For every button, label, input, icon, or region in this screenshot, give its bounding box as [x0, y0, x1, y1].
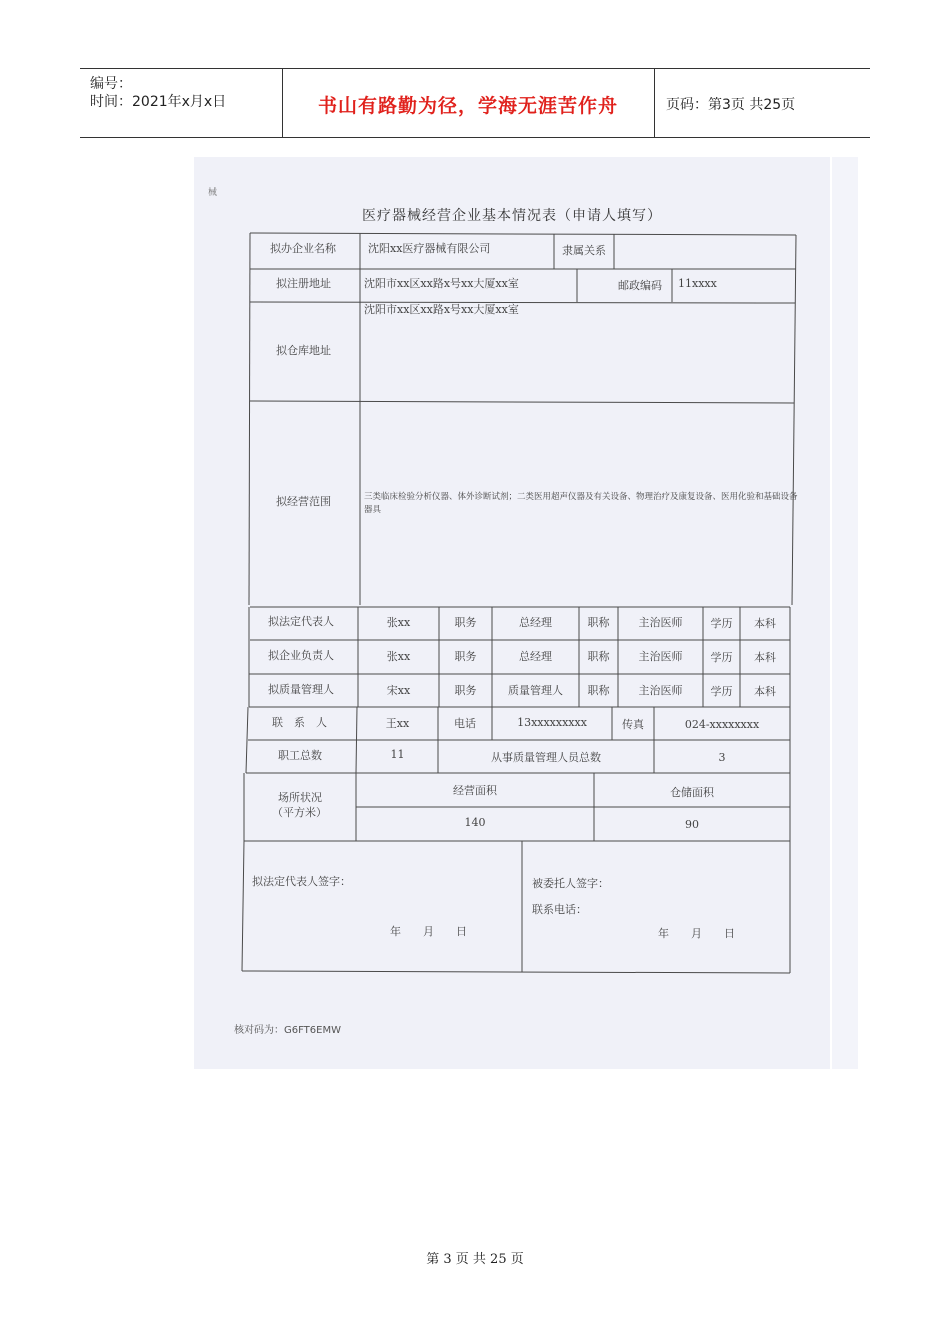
reg-address-value: 沈阳市xx区xx路x号xx大厦xx室 [364, 277, 519, 290]
company-name-label: 拟办企业名称 [270, 242, 336, 255]
reg-address-label: 拟注册地址 [276, 277, 331, 290]
doc-number-label: 编号： [90, 76, 132, 92]
quality-mgr-title: 主治医师 [638, 684, 683, 697]
scan-edge [832, 157, 858, 1069]
premises-unit-label: （平方米） [272, 806, 327, 819]
fax-value: 024-xxxxxxxx [684, 718, 760, 731]
manager-edu-label: 学历 [710, 651, 733, 664]
storage-area-value: 90 [685, 818, 699, 831]
manager-position: 总经理 [519, 650, 552, 663]
qm-staff-label: 从事质量管理人员总数 [491, 751, 601, 764]
manager-position-label: 职务 [454, 650, 477, 663]
phone-label: 电话 [454, 717, 476, 730]
manager-role: 拟企业负责人 [268, 649, 334, 662]
legal-rep-edu-label: 学历 [710, 617, 733, 630]
fax-label: 传真 [622, 718, 644, 731]
legal-rep-sign-date: 年 月 日 [390, 925, 467, 938]
quality-mgr-title-label: 职称 [587, 684, 610, 697]
scanned-form [194, 157, 830, 1069]
postcode-value: 11xxxx [678, 277, 717, 290]
agent-phone-label: 联系电话： [532, 903, 587, 916]
storage-area-label: 仓储面积 [670, 786, 714, 799]
phone-value: 13xxxxxxxxx [517, 716, 587, 729]
legal-rep-title: 主治医师 [638, 616, 683, 629]
manager-title-label: 职称 [587, 650, 610, 663]
manager-name: 张xx [386, 650, 411, 663]
header-page-number: 页码：第3页 共25页 [666, 97, 796, 113]
header-page-cell [654, 69, 870, 137]
header-motto: 书山有路勤为径，学海无涯苦作舟 [317, 95, 618, 117]
legal-rep-position: 总经理 [519, 616, 552, 629]
header-motto-cell [282, 69, 655, 137]
quality-mgr-edu-label: 学历 [710, 685, 733, 698]
quality-mgr-position-label: 职务 [454, 684, 477, 697]
agent-signature-label: 被委托人签字： [532, 877, 609, 890]
legal-rep-title-label: 职称 [587, 616, 610, 629]
staff-total-value: 11 [390, 748, 405, 761]
premises-label: 场所状况 [278, 791, 322, 804]
doc-time-label: 时间：2021年x月x日 [90, 94, 227, 110]
company-name-value: 沈阳xx医疗器械有限公司 [368, 242, 491, 255]
quality-mgr-position: 质量管理人 [508, 684, 563, 697]
check-code: 核对码为：G6FT6EMW [234, 1025, 341, 1036]
postcode-label: 邮政编码 [618, 279, 662, 292]
affiliation-label: 隶属关系 [562, 244, 606, 257]
legal-rep-name: 张xx [386, 616, 411, 629]
legal-rep-position-label: 职务 [454, 616, 477, 629]
staff-total-label: 职工总数 [278, 749, 322, 762]
quality-mgr-name: 宋xx [386, 684, 411, 697]
contact-name: 王xx [385, 717, 410, 730]
quality-mgr-role: 拟质量管理人 [268, 683, 334, 696]
legal-rep-signature-label: 拟法定代表人签字： [252, 875, 351, 888]
warehouse-label: 拟仓库地址 [276, 344, 331, 357]
page-header [80, 68, 870, 138]
legal-rep-edu: 本科 [754, 617, 776, 630]
manager-edu: 本科 [754, 651, 776, 664]
quality-mgr-edu: 本科 [754, 685, 776, 698]
manager-title: 主治医师 [638, 650, 683, 663]
contact-label: 联 系 人 [272, 716, 327, 729]
business-area-value: 140 [464, 816, 486, 829]
legal-rep-role: 拟法定代表人 [268, 615, 334, 628]
scope-value: 三类临床检验分析仪器、体外诊断试剂；二类医用超声仪器及有关设备、物理治疗及康复设备、医用化验和基础设备器具 [364, 492, 798, 515]
agent-sign-date: 年 月 日 [658, 927, 735, 940]
corner-mark: 械 [208, 188, 218, 198]
scope-label: 拟经营范围 [276, 495, 331, 508]
qm-staff-value: 3 [718, 751, 726, 764]
page-footer: 第 3 页 共 25 页 [426, 1252, 524, 1267]
form-title: 医疗器械经营企业基本情况表（申请人填写） [362, 208, 662, 224]
header-meta-cell [80, 69, 283, 137]
business-area-label: 经营面积 [453, 784, 497, 797]
warehouse-address-value: 沈阳市xx区xx路x号xx大厦xx室 [364, 303, 519, 316]
